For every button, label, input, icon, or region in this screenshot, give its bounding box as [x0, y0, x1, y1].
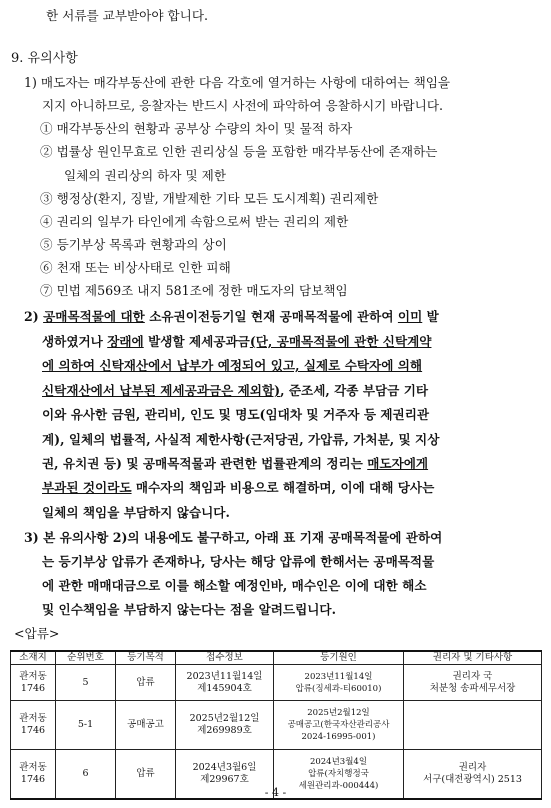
table-cell: 2023년11월14일 압류(징세과-티60010) [274, 665, 404, 701]
table-header-row [11, 651, 542, 665]
sub-item-1: ① 매각부동산의 현황과 공부상 수량의 차이 및 물적 하자 [40, 121, 353, 136]
item2-line9: 일체의 책임을 부담하지 않습니다. [42, 505, 230, 520]
page-number: - 4 - [264, 786, 287, 799]
table-cell: 권리자 서구(대전광역시) 2513 [404, 750, 542, 800]
item2-line8: 부과된 것이라도 매수자의 책임과 비용으로 해결하며, 이에 대해 당사는 [42, 480, 435, 495]
col-header: 접수정보 [176, 651, 274, 665]
table-cell [404, 701, 542, 750]
intro-continuation: 한 서류를 교부받아야 합니다. [46, 8, 208, 23]
sub-item-5: ⑤ 등기부상 목록과 현황과의 상이 [40, 237, 227, 252]
col-header: 순위번호 [56, 651, 116, 665]
table-cell: 공매공고 [116, 701, 176, 750]
table-cell: 관저동 1746 [11, 701, 56, 750]
table-cell: 5 [56, 665, 116, 701]
item2-line6: 계), 일체의 법률적, 사실적 제한사항(근저당권, 가압류, 가처분, 및 지상 [42, 432, 440, 447]
col-header: 권리자 및 기타사항 [404, 651, 542, 665]
table-cell: 압류 [116, 750, 176, 800]
sub-item-3: ③ 행정상(환지, 징발, 개발제한 기타 모든 도시계획) 권리제한 [40, 191, 379, 206]
table-caption: <압류> [14, 626, 60, 641]
table-cell: 2024년3월6일 제29967호 [176, 750, 274, 800]
item3-line3: 에 관한 매매대금으로 이를 해소할 예정인바, 매수인은 이에 대한 해소 [42, 578, 427, 593]
item2-line4: 신탁재산에서 납부된 제세공과금은 제외함), 준조세, 각종 부담금 기타 [42, 383, 429, 398]
item2-line3: 에 의하여 신탁재산에서 납부가 예정되어 있고, 실제로 수탁자에 의해 [42, 358, 423, 373]
item2-line7: 권, 유치권 등) 및 공매목적물과 관련한 법률관계의 정리는 매도자에게 [42, 456, 429, 471]
col-header: 등기원인 [274, 651, 404, 665]
table-cell: 5-1 [56, 701, 116, 750]
table-cell: 관저동 1746 [11, 750, 56, 800]
sub-item-6: ⑥ 천재 또는 비상사태로 인한 피해 [40, 260, 231, 275]
sub-item-2: ② 법률상 원인무효로 인한 권리상실 등을 포함한 매각부동산에 존재하는 [40, 144, 438, 159]
seizure-table [10, 650, 542, 800]
sub-item-2-cont: 일체의 권리상의 하자 및 제한 [64, 168, 226, 183]
table-row [11, 701, 542, 750]
table-cell: 압류 [116, 665, 176, 701]
table-cell: 2024년3월4일 압류(자치행정국 세원관리과-000444) [274, 750, 404, 800]
item3-line2: 는 등기부상 압류가 존재하나, 당사는 해당 압류에 한해서는 공매목적물 [42, 554, 435, 569]
item1-line1: 1) 매도자는 매각부동산에 관한 다음 각호에 열거하는 사항에 대하여는 책임을 [24, 75, 451, 90]
table-cell: 관저동 1746 [11, 665, 56, 701]
sub-item-7: ⑦ 민법 제569조 내지 581조에 정한 매도자의 담보책임 [40, 283, 348, 298]
table-cell: 2025년2월12일 공매공고(한국자산관리공사 2024-16995-001) [274, 701, 404, 750]
col-header: 등기목적 [116, 651, 176, 665]
table-cell: 2023년11월14일 제145904호 [176, 665, 274, 701]
table-cell: 2025년2월12일 제269989호 [176, 701, 274, 750]
sub-item-4: ④ 권리의 일부가 타인에게 속함으로써 받는 권리의 제한 [40, 214, 349, 229]
section-title: 9. 유의사항 [11, 51, 78, 66]
item2-line5: 이와 유사한 금원, 관리비, 인도 및 명도(임대차 및 거주자 등 제권리관 [42, 407, 430, 422]
table-cell: 권리자 국 처분청 송파세무서장 [404, 665, 542, 701]
col-header: 소재지 [11, 651, 56, 665]
table-cell: 6 [56, 750, 116, 800]
item2-line1: 2) 공매목적물에 대한 소유권이전등기일 현재 공매목적물에 관하여 이미 발 [24, 309, 439, 324]
table-row [11, 665, 542, 701]
item3-line4: 및 인수책임을 부담하지 않는다는 점을 알려드립니다. [42, 602, 336, 617]
item3-line1: 3) 본 유의사항 2)의 내용에도 불구하고, 아래 표 기재 공매목적물에 관하여 [24, 530, 443, 545]
item2-line2: 생하였거나 장래에 발생할 제세공과금(단, 공매목적물에 관한 신탁계약 [42, 334, 432, 349]
item1-line2: 지지 아니하므로, 응찰자는 반드시 사전에 파악하여 응찰하시기 바랍니다. [42, 98, 443, 113]
